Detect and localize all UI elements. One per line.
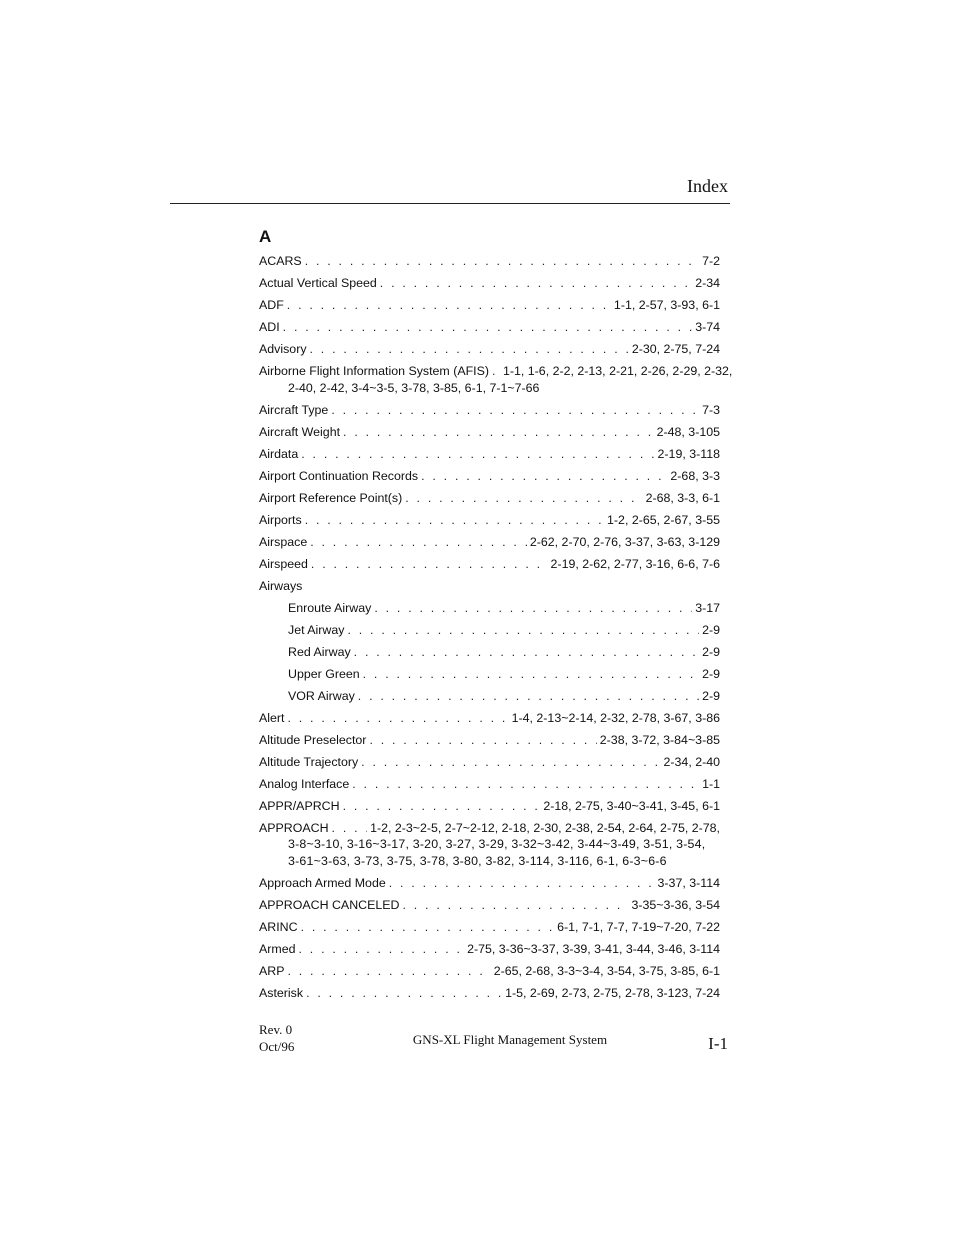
index-entry xyxy=(259,512,720,529)
entry-term: Jet Airway xyxy=(288,622,345,637)
entry-term: Airport Reference Point(s) xyxy=(259,490,403,505)
entry-line xyxy=(259,754,720,771)
dot-leader xyxy=(305,512,604,529)
dot-leader xyxy=(343,424,654,441)
entry-pages: 3-17 xyxy=(695,600,720,615)
header-divider xyxy=(170,203,730,204)
entry-line xyxy=(259,710,720,727)
page-number: I-1 xyxy=(708,1034,728,1053)
dot-leader xyxy=(389,875,655,892)
revision-label: Rev. 0 xyxy=(259,1022,293,1037)
entry-line xyxy=(259,820,720,837)
dot-leader xyxy=(421,468,667,485)
entry-term: Upper Green xyxy=(288,666,360,681)
entry-term: Red Airway xyxy=(288,644,351,659)
entry-term: ARP xyxy=(259,963,285,978)
entry-pages: 1-1, 1-6, 2-2, 2-13, 2-21, 2-26, 2-29, 2-32, xyxy=(503,364,733,378)
entry-line xyxy=(259,446,720,463)
entry-term: APPROACH CANCELED xyxy=(259,897,400,912)
dot-leader xyxy=(354,644,699,661)
entry-pages: 7-3 xyxy=(702,402,720,417)
entry-term: ADF xyxy=(259,298,284,312)
entry-pages: 2-9 xyxy=(702,644,720,659)
entry-term: Armed xyxy=(259,941,296,956)
entry-line xyxy=(259,490,720,507)
entry-line xyxy=(259,578,720,595)
dot-leader xyxy=(374,600,692,617)
dot-leader xyxy=(301,446,654,463)
index-entry xyxy=(259,297,720,314)
entry-line xyxy=(259,402,720,419)
entry-pages: 1-1, 2-57, 3-93, 6-1 xyxy=(613,298,720,312)
entry-pages: 3-37, 3-114 xyxy=(657,875,720,890)
dot-leader xyxy=(402,897,628,914)
entry-line xyxy=(259,963,720,980)
entry-line xyxy=(259,512,720,529)
entry-pages: 6-1, 7-1, 7-7, 7-19~7-20, 7-22 xyxy=(557,919,720,934)
entry-pages: 1-4, 2-13~2-14, 2-32, 2-78, 3-67, 3-86 xyxy=(511,710,720,725)
entry-term: Alert xyxy=(259,710,285,725)
dot-leader xyxy=(283,319,693,336)
index-entry xyxy=(259,468,720,485)
entry-line xyxy=(259,941,720,958)
entry-term: ACARS xyxy=(259,254,302,268)
entry-term: APPROACH xyxy=(259,820,329,835)
entry-pages: 1-5, 2-69, 2-73, 2-75, 2-78, 3-123, 7-24 xyxy=(505,985,720,1000)
index-entry xyxy=(259,985,720,1002)
dot-leader xyxy=(306,985,502,1002)
entry-pages: 2-19, 2-62, 2-77, 3-16, 6-6, 7-6 xyxy=(550,556,720,571)
entry-line xyxy=(288,644,720,661)
index-entry xyxy=(259,754,720,771)
dot-leader xyxy=(310,534,527,551)
index-entry xyxy=(259,578,720,595)
entry-pages: 1-1 xyxy=(702,776,720,791)
dot-leader xyxy=(287,963,490,980)
index-entry xyxy=(259,341,720,358)
dot-leader xyxy=(311,556,548,573)
entry-line xyxy=(259,919,720,936)
index-entry xyxy=(259,253,720,270)
entry-pages: 2-68, 3-3, 6-1 xyxy=(645,490,720,505)
entry-term: Analog Interface xyxy=(259,776,350,791)
entry-line xyxy=(259,424,720,441)
entry-line xyxy=(259,776,720,793)
entry-term: ARINC xyxy=(259,919,298,934)
index-entry xyxy=(259,897,720,914)
entry-term: APPR/APRCH xyxy=(259,798,340,813)
index-subentry xyxy=(259,688,720,705)
footer-document-title: GNS-XL Flight Management System xyxy=(412,1032,608,1047)
entry-line xyxy=(259,319,720,336)
revision-date: Oct/96 xyxy=(259,1038,295,1054)
entry-line xyxy=(259,534,720,551)
entry-pages-continued: 3-8~3-10, 3-16~3-17, 3-20, 3-27, 3-29, 3-32~3-42, 3-44~3-49, 3-51, 3-54, xyxy=(288,837,706,851)
entry-term: Aircraft Weight xyxy=(259,424,341,439)
entry-line xyxy=(259,468,720,485)
entry-line xyxy=(259,363,733,380)
entry-line xyxy=(259,253,720,270)
entry-pages: 2-34, 2-40 xyxy=(663,754,720,769)
dot-leader xyxy=(331,402,699,419)
entry-term: Aircraft Type xyxy=(259,402,329,417)
entry-term: Airdata xyxy=(259,446,299,461)
dot-leader xyxy=(380,275,692,292)
dot-leader xyxy=(310,341,629,358)
index-entry xyxy=(259,490,720,507)
entry-term: ADI xyxy=(259,320,280,334)
entry-line xyxy=(288,666,720,683)
dot-leader xyxy=(301,919,555,936)
page-header-title: Index xyxy=(687,176,728,196)
entry-term: Asterisk xyxy=(259,985,304,1000)
entry-pages: 2-75, 3-36~3-37, 3-39, 3-41, 3-44, 3-46, 3-114 xyxy=(467,941,720,956)
entry-term: Actual Vertical Speed xyxy=(259,276,377,290)
index-entry xyxy=(259,446,720,463)
entry-pages: 1-2, 2-3~2-5, 2-7~2-12, 2-18, 2-30, 2-38, 2-54, 2-64, 2-75, 2-78, xyxy=(370,820,720,835)
entry-line xyxy=(259,275,720,292)
entry-term: Airspace xyxy=(259,534,308,549)
entry-term: Advisory xyxy=(259,342,307,356)
index-entry xyxy=(259,963,720,980)
dot-leader xyxy=(287,297,611,314)
dot-leader xyxy=(287,710,508,727)
index-entry xyxy=(259,820,720,870)
entry-pages: 7-2 xyxy=(702,254,720,268)
dot-leader xyxy=(405,490,642,507)
entry-line xyxy=(288,688,720,705)
index-entry xyxy=(259,534,720,551)
index-entry xyxy=(259,710,720,727)
entry-pages: 2-48, 3-105 xyxy=(656,424,720,439)
dot-leader xyxy=(305,253,699,270)
entry-line xyxy=(259,297,720,314)
entry-term: Airspeed xyxy=(259,556,308,571)
section-letter: A xyxy=(259,227,272,246)
entry-pages-continued: 2-40, 2-42, 3-4~3-5, 3-78, 3-85, 6-1, 7-1~7-66 xyxy=(288,380,540,395)
entry-pages-continued: 3-61~3-63, 3-73, 3-75, 3-78, 3-80, 3-82, 3-114, 3-116, 6-1, 6-3~6-6 xyxy=(288,853,667,868)
dot-leader xyxy=(352,776,699,793)
entry-pages: 2-30, 2-75, 7-24 xyxy=(631,342,720,356)
entry-line xyxy=(259,556,720,573)
entry-line xyxy=(259,798,720,815)
dot-leader xyxy=(369,732,596,749)
entry-pages: 2-9 xyxy=(702,622,720,637)
dot-leader xyxy=(363,666,699,683)
entry-pages: 2-65, 2-68, 3-3~3-4, 3-54, 3-75, 3-85, 6-1 xyxy=(493,963,720,978)
entry-pages: 2-34 xyxy=(695,276,720,290)
index-entry xyxy=(259,798,720,815)
entry-term: Approach Armed Mode xyxy=(259,875,386,890)
entry-pages: 2-18, 2-75, 3-40~3-41, 3-45, 6-1 xyxy=(543,798,720,813)
index-entry xyxy=(259,941,720,958)
entry-term: Altitude Trajectory xyxy=(259,754,359,769)
entry-line xyxy=(259,875,720,892)
index-entry xyxy=(259,424,720,441)
entry-line xyxy=(288,600,720,617)
index-subentry xyxy=(259,622,720,639)
index-subentry xyxy=(259,600,720,617)
index-entry xyxy=(259,776,720,793)
index-entry xyxy=(259,319,720,336)
entry-line xyxy=(259,985,720,1002)
entry-pages: 2-38, 3-72, 3-84~3-85 xyxy=(599,732,720,747)
dot-leader xyxy=(347,622,699,639)
index-subentry xyxy=(259,644,720,661)
index-entry xyxy=(259,919,720,936)
entry-term: Airborne Flight Information System (AFIS) xyxy=(259,364,489,378)
entry-pages: 2-9 xyxy=(702,688,720,703)
entry-term: Enroute Airway xyxy=(288,600,372,615)
entry-term: Airways xyxy=(259,578,303,593)
index-entry xyxy=(259,275,720,292)
entry-pages: 2-62, 2-70, 2-76, 3-37, 3-63, 3-129 xyxy=(529,534,720,549)
dot-leader xyxy=(358,688,699,705)
entry-pages: 2-19, 3-118 xyxy=(657,446,720,461)
dot-leader xyxy=(361,754,660,771)
entry-term: Altitude Preselector xyxy=(259,732,367,747)
index-entry xyxy=(259,556,720,573)
dot-leader xyxy=(332,820,368,837)
index-entry xyxy=(259,732,720,749)
dot-leader xyxy=(492,363,500,380)
entry-pages: 3-35~3-36, 3-54 xyxy=(631,897,720,912)
entry-line xyxy=(259,732,720,749)
index-subentry xyxy=(259,666,720,683)
dot-leader xyxy=(299,941,465,958)
index-entry xyxy=(259,402,720,419)
index-list xyxy=(259,253,733,1007)
entry-pages: 3-74 xyxy=(695,320,720,334)
entry-term: Airport Continuation Records xyxy=(259,468,419,483)
dot-leader xyxy=(343,798,541,815)
entry-pages: 2-68, 3-3 xyxy=(670,468,720,483)
index-entry xyxy=(259,363,733,396)
entry-line xyxy=(259,897,720,914)
footer-revision xyxy=(259,1022,294,1055)
entry-pages: 2-9 xyxy=(702,666,720,681)
index-entry xyxy=(259,875,720,892)
entry-line xyxy=(288,622,720,639)
entry-term: Airports xyxy=(259,512,302,527)
entry-term: VOR Airway xyxy=(288,688,355,703)
entry-line xyxy=(259,341,720,358)
entry-pages: 1-2, 2-65, 2-67, 3-55 xyxy=(607,512,720,527)
